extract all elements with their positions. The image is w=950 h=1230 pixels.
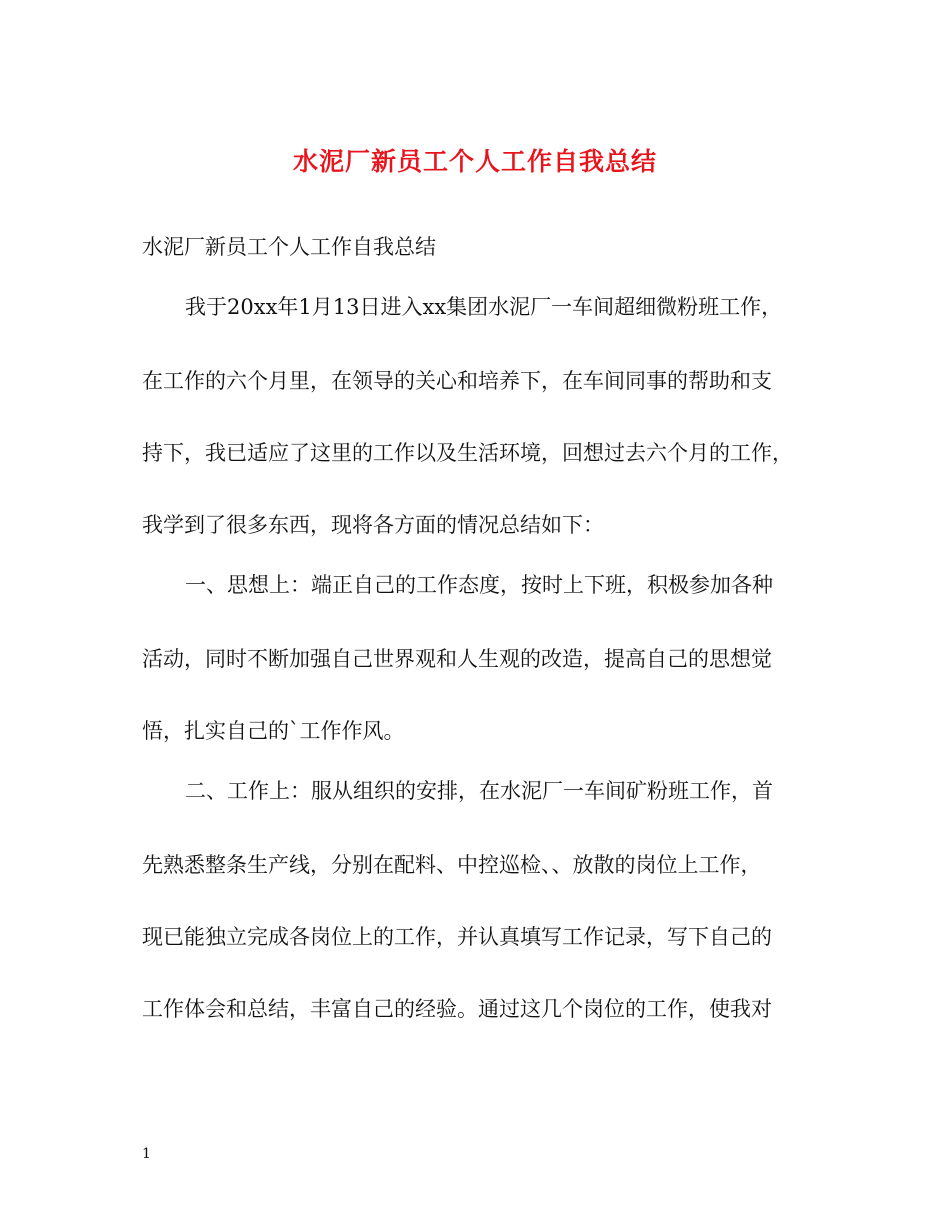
paragraph-line: 我于20xx年1月13日进入xx集团水泥厂一车间超细微粉班工作， <box>185 295 783 319</box>
page-number: 1 <box>142 1146 151 1162</box>
document-title: 水泥厂新员工个人工作自我总结 <box>292 147 657 176</box>
paragraph-line: 悟，扎实自己的`工作作风。 <box>142 719 405 743</box>
paragraph-line: 在工作的六个月里，在领导的关心和培养下，在车间同事的帮助和支 <box>142 369 772 393</box>
paragraph-line: 一、思想上：端正自己的工作态度，按时上下班，积极参加各种 <box>185 573 773 597</box>
paragraph-line: 活动，同时不断加强自己世界观和人生观的改造，提高自己的思想觉 <box>142 647 772 671</box>
paragraph-line: 二、工作上：服从组织的安排，在水泥厂一车间矿粉班工作，首 <box>185 779 773 803</box>
paragraph-line: 现已能独立完成各岗位上的工作，并认真填写工作记录，写下自己的 <box>142 925 772 949</box>
subtitle-line: 水泥厂新员工个人工作自我总结 <box>142 235 436 259</box>
paragraph-line: 工作体会和总结，丰富自己的经验。通过这几个岗位的工作，使我对 <box>142 997 772 1021</box>
paragraph-line: 先熟悉整条生产线，分别在配料、中控巡检、、放散的岗位上工作， <box>142 853 762 877</box>
paragraph-line: 我学到了很多东西，现将各方面的情况总结如下： <box>142 513 604 537</box>
paragraph-line: 持下，我已适应了这里的工作以及生活环境，回想过去六个月的工作， <box>142 441 793 465</box>
